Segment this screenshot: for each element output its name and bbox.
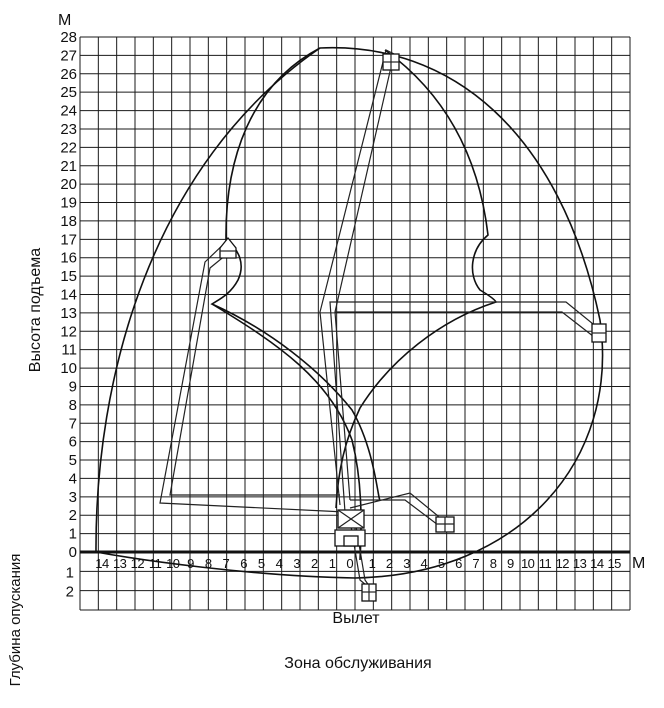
reach-tick-label: 11 [538, 556, 552, 571]
height-tick-label: 9 [68, 378, 77, 396]
basket-bottom [362, 584, 376, 601]
baskets [220, 54, 606, 601]
height-tick-label: 7 [68, 415, 77, 433]
height-tick-label: 26 [60, 65, 77, 83]
height-tick-label: 13 [60, 304, 77, 322]
height-tick-label: 14 [60, 286, 77, 304]
height-tick-label: 19 [60, 194, 77, 212]
reach-tick-label: 10 [166, 556, 180, 571]
height-tick-label: 24 [60, 102, 77, 120]
reach-tick-label: 7 [222, 556, 230, 571]
height-tick-label: 11 [61, 341, 77, 359]
reach-tick-label: 1 [368, 556, 376, 571]
reach-tick-label: 13 [112, 556, 127, 571]
reach-tick-label: 2 [311, 556, 318, 571]
boom-top-position [320, 50, 394, 505]
height-tick-label: 20 [60, 176, 77, 194]
height-tick-label: 27 [60, 47, 77, 65]
depth-tick-label: 1 [65, 564, 74, 582]
reach-tick-label: 5 [257, 556, 265, 571]
reach-tick-label: 6 [455, 556, 462, 571]
x-axis-title: Вылет [332, 610, 380, 627]
boom-left-position [160, 240, 345, 512]
height-tick-label: 6 [68, 433, 77, 451]
unit-label-top: М [58, 12, 72, 29]
diagram-caption: Зона обслуживания [284, 655, 432, 672]
height-tick-label: 2 [68, 507, 77, 525]
reach-tick-label: 12 [130, 556, 145, 571]
height-tick-label: 8 [68, 396, 77, 414]
reach-tick-label: 1 [328, 556, 336, 571]
height-tick-label: 16 [60, 249, 77, 267]
height-tick-label: 28 [60, 29, 77, 46]
reach-tick-label: 14 [95, 556, 109, 571]
reach-tick-label: 8 [489, 556, 497, 571]
basket-top [383, 54, 399, 70]
reach-tick-label: 3 [293, 556, 301, 571]
boom-right-position [330, 302, 598, 512]
reach-tick-label: 4 [275, 556, 283, 571]
height-tick-label: 3 [68, 488, 77, 506]
reach-tick-label: 12 [555, 556, 570, 571]
reach-tick-label: 11 [148, 556, 162, 571]
depth-tick-label: 2 [65, 583, 74, 601]
reach-tick-label: 13 [572, 556, 587, 571]
height-tick-labels [60, 29, 77, 561]
truck-base [335, 510, 365, 546]
envelope-right-lobe [336, 50, 496, 508]
basket-left [220, 238, 236, 258]
y-axis-title: Высота подъема [27, 247, 44, 373]
basket-right [592, 324, 606, 342]
reach-tick-label: 0 [346, 556, 354, 571]
height-tick-label: 5 [68, 452, 77, 470]
height-tick-label: 23 [60, 120, 77, 138]
height-tick-label: 0 [68, 544, 77, 561]
depth-tick-labels [66, 564, 74, 600]
reach-tick-label: 3 [403, 556, 410, 571]
height-tick-label: 12 [60, 323, 77, 341]
height-tick-label: 15 [60, 268, 77, 286]
height-tick-label: 25 [60, 84, 77, 102]
unit-label-right: М [632, 555, 646, 572]
reach-tick-label: 9 [507, 556, 514, 571]
reach-tick-label: 10 [520, 556, 535, 571]
reach-tick-label: 9 [187, 556, 194, 571]
depth-axis-title: Глубина опускания [7, 553, 24, 687]
height-tick-label: 21 [60, 157, 77, 175]
reach-tick-label: 5 [437, 556, 445, 571]
height-tick-label: 4 [68, 470, 77, 488]
height-tick-label: 18 [60, 212, 77, 230]
height-tick-label: 17 [60, 231, 77, 249]
height-tick-label: 1 [68, 525, 77, 543]
reach-tick-label: 15 [607, 556, 621, 571]
reach-tick-label: 14 [590, 556, 604, 571]
reach-tick-label: 8 [204, 556, 212, 571]
height-tick-label: 10 [60, 360, 77, 378]
basket-low [436, 517, 454, 532]
reach-tick-label: 2 [385, 556, 393, 571]
height-tick-label: 22 [60, 139, 77, 157]
boom-positions [160, 50, 598, 590]
reach-tick-label: 4 [420, 556, 428, 571]
reach-tick-label: 7 [472, 556, 480, 571]
reach-tick-label: 6 [240, 556, 247, 571]
